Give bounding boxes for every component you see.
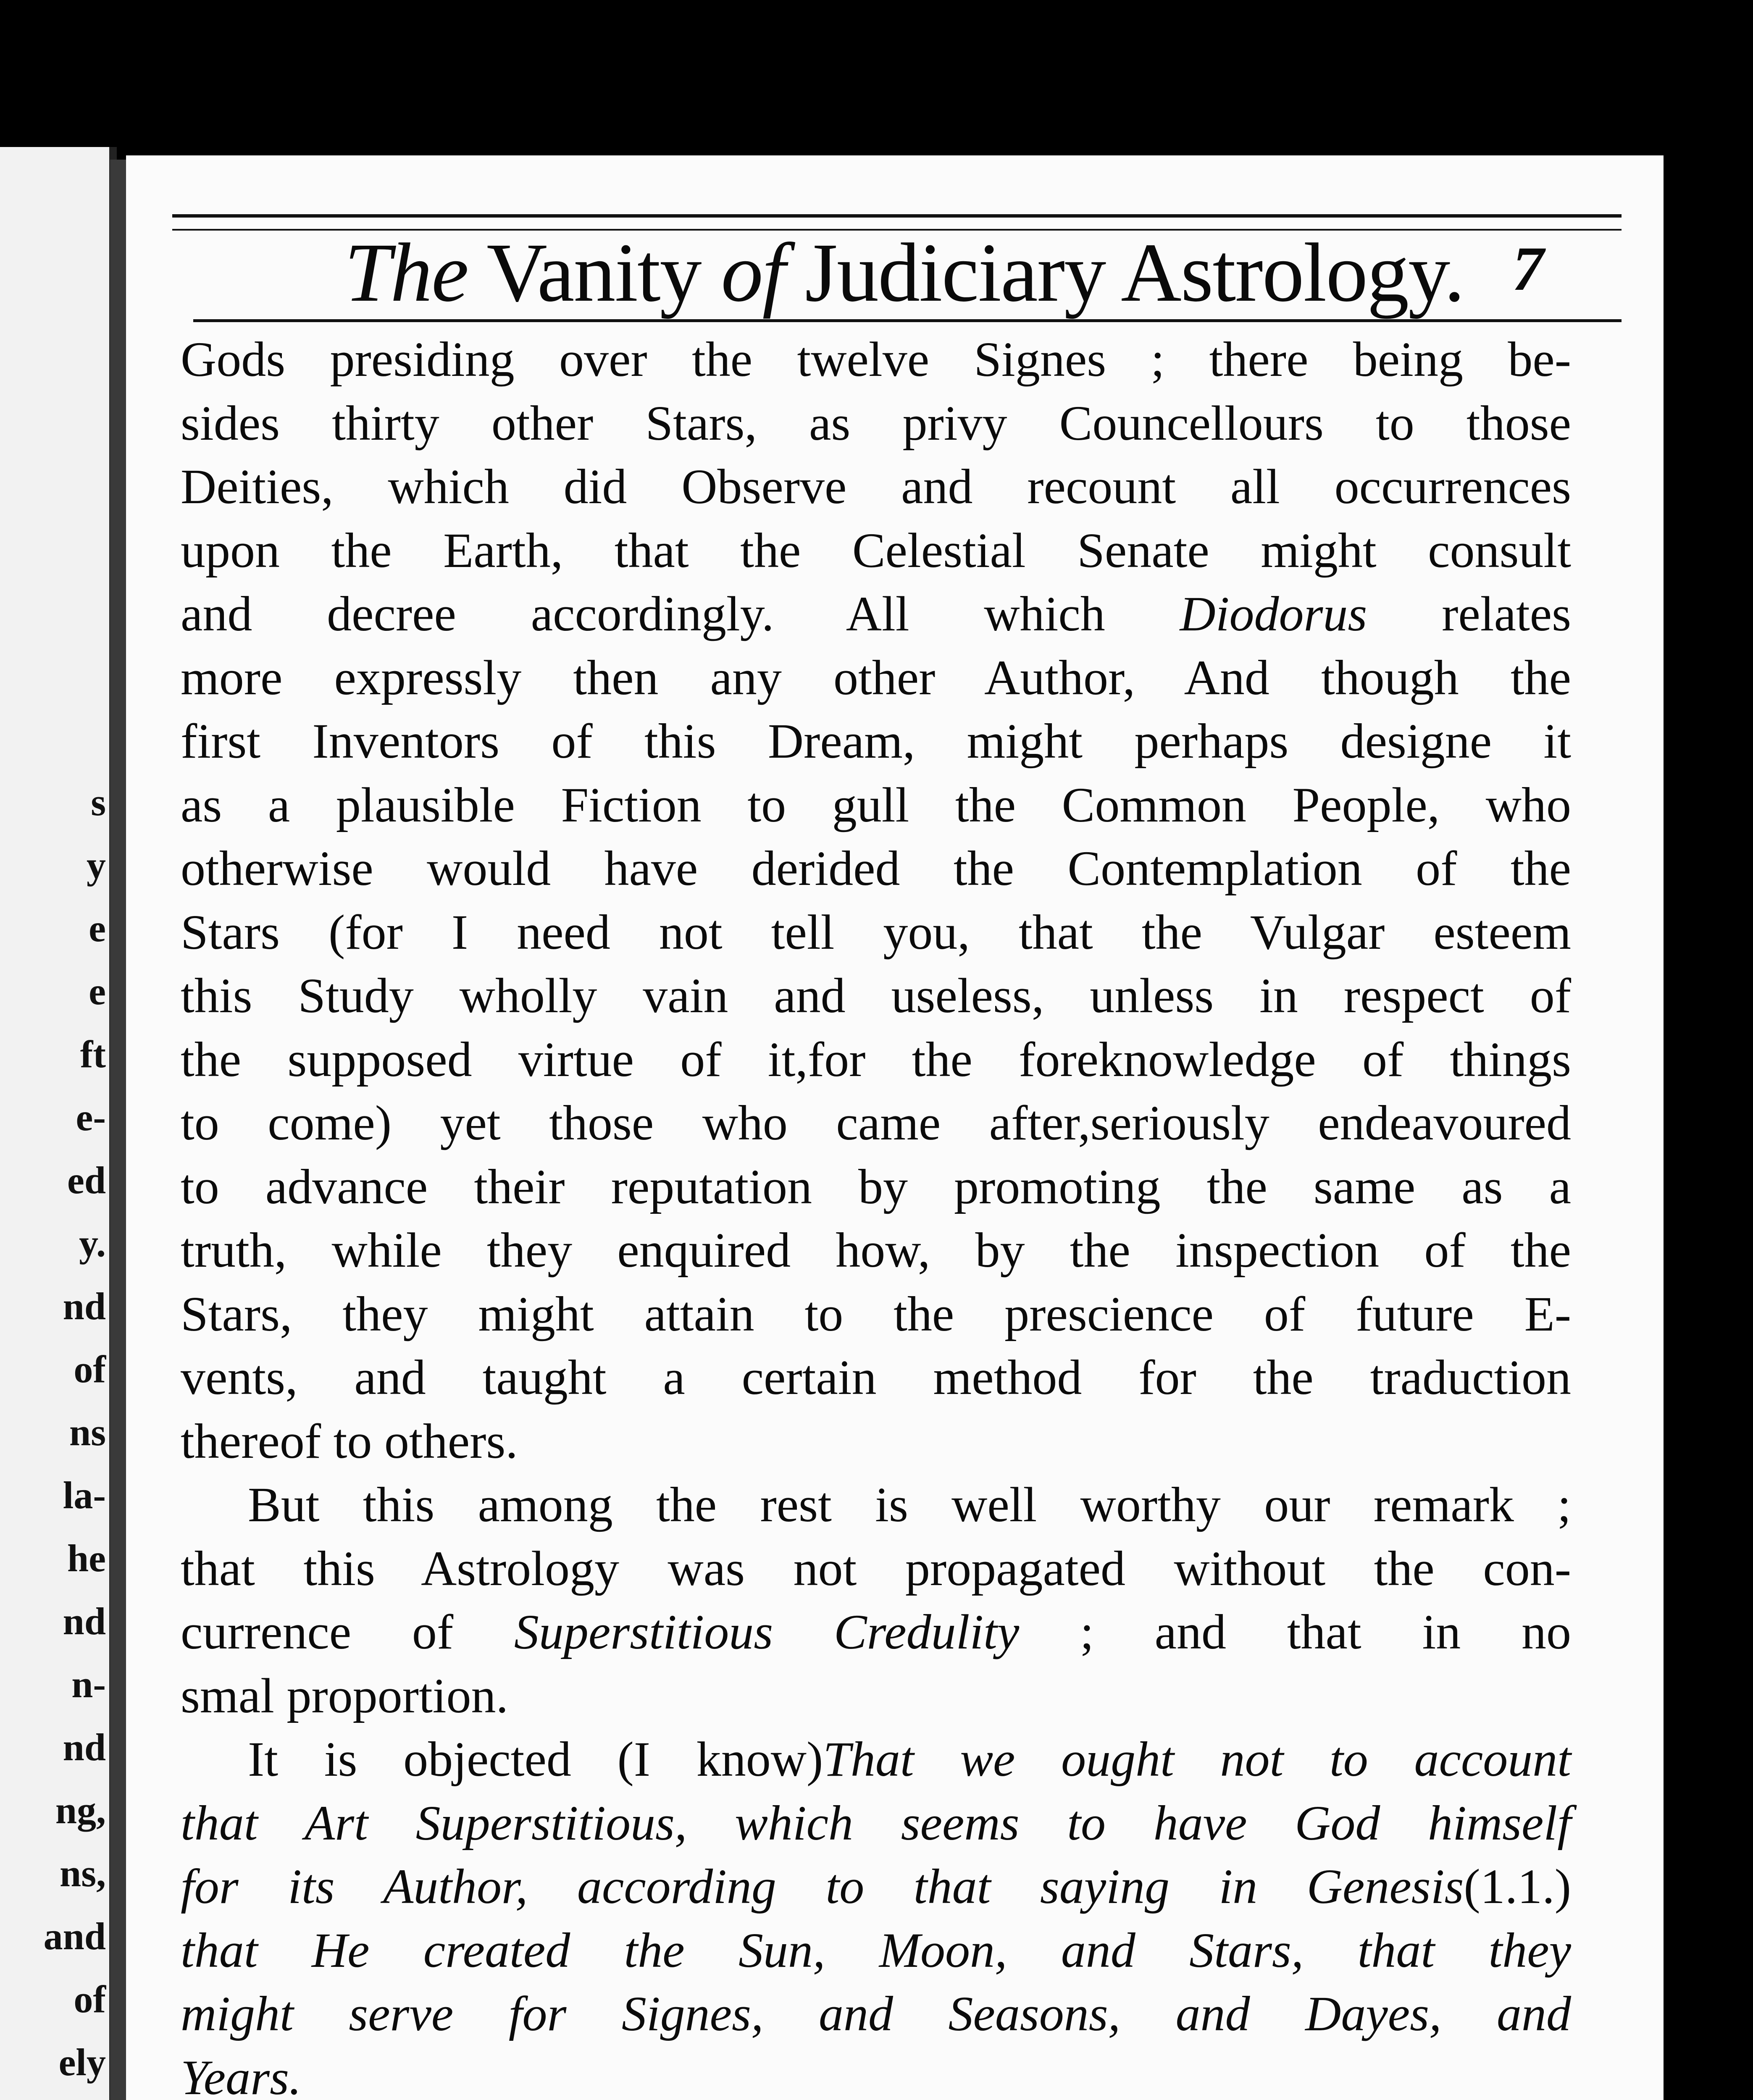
left-page-fragment: n- <box>71 1663 106 1706</box>
text-line <box>181 1855 1571 1919</box>
left-page-fragment: e <box>89 970 106 1013</box>
body-text <box>181 328 1571 2100</box>
italic-quote-line: Years. <box>181 2050 302 2100</box>
left-page-fragment: s <box>91 781 106 824</box>
text-line <box>181 1600 1571 1664</box>
page-number: 7 <box>1512 234 1544 304</box>
text-line: as a plausible Fiction to gull the Common People, who <box>181 777 1571 832</box>
italic-quote-line: might serve for Signes, and Seasons, and Dayes, and <box>181 1986 1571 2041</box>
left-page-fragment: la- <box>63 1474 106 1517</box>
text-line: Deities, which did Observe and recount all occurrences <box>181 459 1571 514</box>
left-page-fragment: ns, <box>60 1852 106 1895</box>
text-line: otherwise would have derided the Contemplation of the <box>181 841 1571 896</box>
text-line <box>181 1727 1571 1791</box>
left-page-fragment: of <box>74 1348 106 1391</box>
line-text: and decree accordingly. All which <box>181 586 1105 641</box>
text-line: vents, and taught a certain method for the traduction <box>181 1350 1571 1405</box>
line-text: relates <box>1442 586 1572 641</box>
paragraph-2 <box>181 1473 1571 1727</box>
text-line: sides thirty other Stars, as privy Councellours to those <box>181 395 1571 451</box>
text-line: smal proportion. <box>181 1668 509 1723</box>
text-line: upon the Earth, that the Celestial Senate might consult <box>181 522 1571 578</box>
left-page-fragment: e <box>89 907 106 950</box>
paragraph-3 <box>181 1727 1571 2100</box>
text-line: thereof to others. <box>181 1413 518 1469</box>
left-page-fragment: y. <box>79 1222 106 1265</box>
left-page-fragment: ed <box>67 1159 106 1202</box>
left-page-fragment: nd <box>63 1726 106 1769</box>
left-page-fragment: y <box>87 844 106 887</box>
text-line: this Study wholly vain and useless, unless in respect of <box>181 968 1571 1023</box>
text-line: Stars (for I need not tell you, that the Vulgar esteem <box>181 904 1571 960</box>
line-text: ; and that in no <box>1080 1604 1572 1659</box>
left-page-edge <box>0 147 117 2100</box>
text-line: to advance their reputation by promoting the same as a <box>181 1159 1571 1214</box>
left-page-fragment: of <box>74 1978 106 2021</box>
line-text: It is objected (I know) <box>248 1732 823 1787</box>
left-page-fragment: ng, <box>55 1789 106 1832</box>
text-line <box>181 582 1571 646</box>
left-page-fragment: and <box>43 1915 106 1958</box>
header-rule-bottom <box>193 319 1622 322</box>
italic-quote-line: that Art Superstitious, which seems to have God himself <box>181 1795 1571 1851</box>
line-text: currence of <box>181 1604 454 1659</box>
left-page-fragment: nd <box>63 1285 106 1328</box>
left-page-fragment: ft <box>80 1033 106 1076</box>
phrase-superstitious-credulity: Superstitious Credulity <box>514 1604 1020 1659</box>
paragraph-1 <box>181 328 1571 1473</box>
italic-quote: That we ought not to account <box>823 1732 1571 1787</box>
italic-quote-line: that He created the Sun, Moon, and Stars, that they <box>181 1922 1571 1978</box>
text-line: truth, while they enquired how, by the inspection of the <box>181 1223 1571 1278</box>
text-line: But this among the rest is well worthy our remark ; <box>248 1477 1571 1532</box>
running-title: The Vanity of Judiciary Astrology. <box>344 226 1464 319</box>
author-name-diodorus: Diodorus <box>1180 586 1367 641</box>
book-page <box>126 155 1664 2100</box>
left-page-fragment: ely <box>58 2041 106 2084</box>
left-page-fragment: he <box>67 1537 106 1580</box>
text-line: more expressly then any other Author, And though the <box>181 650 1571 705</box>
italic-quote: for its Author, according to that saying in Genesis <box>181 1859 1464 1914</box>
text-line: Stars, they might attain to the prescience of future E- <box>181 1286 1571 1341</box>
text-line: Gods presiding over the twelve Signes ; there being be- <box>181 332 1571 387</box>
text-line: the supposed virtue of it,for the foreknowledge of things <box>181 1032 1571 1087</box>
left-page-fragment: nd <box>63 1600 106 1643</box>
verse-reference: (1.1.) <box>1464 1859 1571 1914</box>
header-rule-top <box>172 214 1622 218</box>
text-line: first Inventors of this Dream, might perhaps designe it <box>181 714 1571 769</box>
text-line: to come) yet those who came after,seriously endeavoured <box>181 1095 1571 1150</box>
left-page-fragment: e- <box>76 1096 106 1139</box>
left-page-fragment: ns <box>69 1411 106 1454</box>
text-line: that this Astrology was not propagated without the con- <box>181 1541 1571 1596</box>
